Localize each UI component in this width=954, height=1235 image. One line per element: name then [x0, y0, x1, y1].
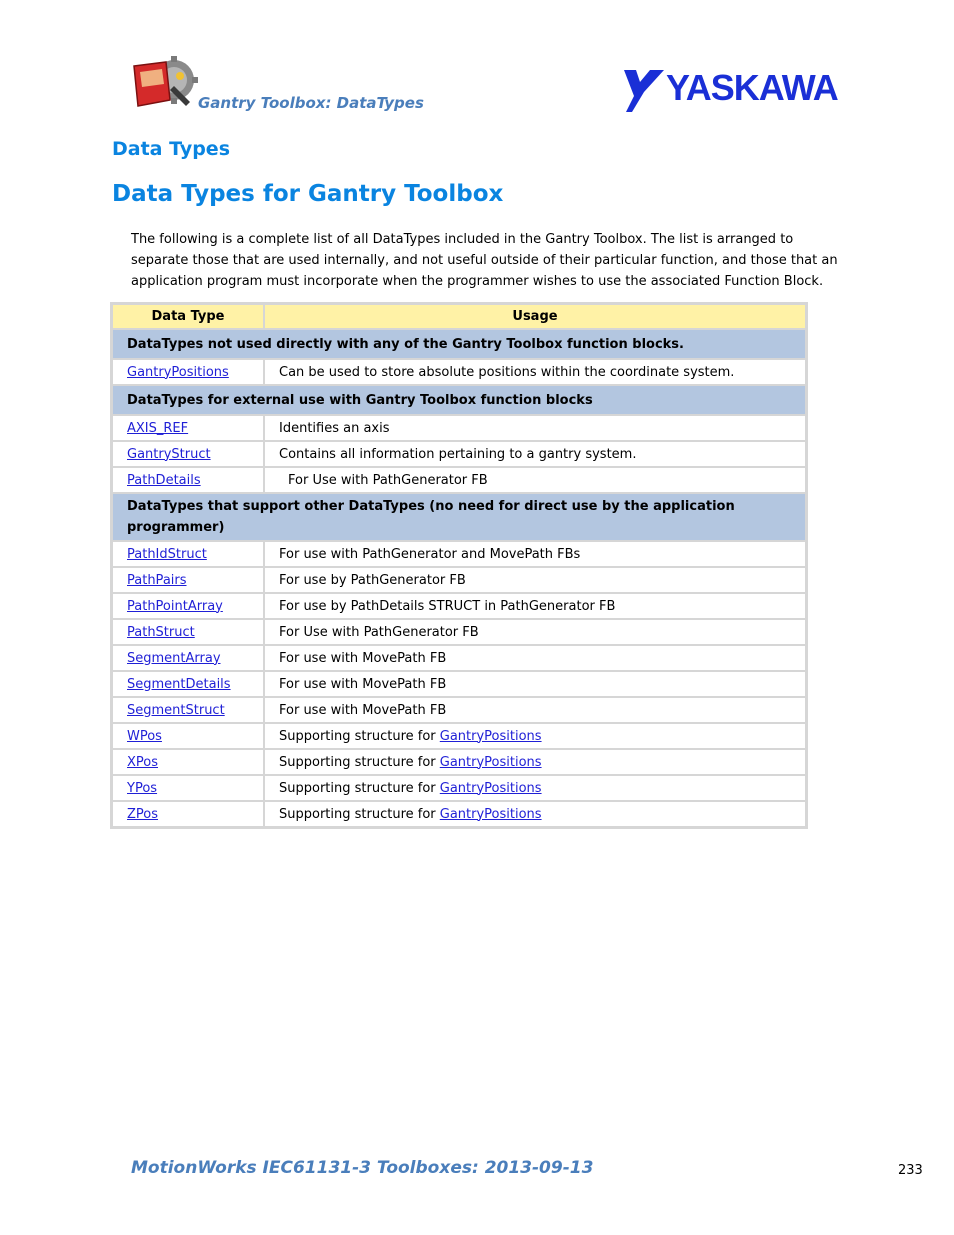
- usage-cell: For use by PathGenerator FB: [264, 567, 806, 593]
- usage-link[interactable]: GantryPositions: [439, 754, 542, 770]
- datatype-link[interactable]: AXIS_REF: [127, 420, 189, 436]
- table-row: [112, 801, 806, 827]
- table-header-row: [112, 304, 806, 329]
- datatype-link[interactable]: WPos: [127, 728, 162, 744]
- table-row: [112, 441, 806, 467]
- table-row: [112, 645, 806, 671]
- datatype-link[interactable]: GantryPositions: [127, 364, 229, 380]
- svg-text:YASKAWA: YASKAWA: [666, 67, 838, 108]
- intro-paragraph: The following is a complete list of all DataTypes included in the Gantry Toolbox. The list is arranged to separate those that are used internally, and not useful outside of their particular function, and those that an application program must incorporate when the programmer wishes to use the associated Function Block.: [131, 232, 838, 289]
- usage-cell: Contains all information pertaining to a gantry system.: [264, 441, 806, 467]
- usage-link[interactable]: GantryPositions: [439, 780, 542, 796]
- table-row: [112, 467, 806, 493]
- table-row: [112, 567, 806, 593]
- usage-cell: For use by PathDetails STRUCT in PathGenerator FB: [264, 593, 806, 619]
- usage-cell: Can be used to store absolute positions within the coordinate system.: [264, 359, 806, 385]
- footer-title: MotionWorks IEC61131-3 Toolboxes: 2013-09-13: [131, 1158, 594, 1178]
- group-label: DataTypes that support other DataTypes (no need for direct use by the application programmer): [112, 493, 806, 541]
- page-number: 233: [898, 1163, 923, 1178]
- datatype-link[interactable]: PathDetails: [127, 472, 201, 488]
- datatype-link[interactable]: SegmentArray: [127, 650, 221, 666]
- usage-text: Supporting structure for: [279, 754, 440, 770]
- datatype-link[interactable]: SegmentDetails: [127, 676, 231, 692]
- datatype-link[interactable]: PathStruct: [127, 624, 195, 640]
- group-label: DataTypes for external use with Gantry Toolbox function blocks: [112, 385, 806, 415]
- gantry-toolbox-badge-icon: [130, 56, 198, 110]
- usage-link[interactable]: GantryPositions: [439, 728, 542, 744]
- table-row: [112, 749, 806, 775]
- table-row: [112, 775, 806, 801]
- group-label: DataTypes not used directly with any of the Gantry Toolbox function blocks.: [112, 329, 806, 359]
- datatype-link[interactable]: XPos: [127, 754, 159, 770]
- usage-text: Supporting structure for: [279, 806, 440, 822]
- group-row: [112, 493, 806, 541]
- table-row: [112, 671, 806, 697]
- datatype-link[interactable]: PathPairs: [127, 572, 187, 588]
- table-row: [112, 619, 806, 645]
- usage-cell: For use with MovePath FB: [264, 671, 806, 697]
- table-row: [112, 541, 806, 567]
- datatype-link[interactable]: YPos: [127, 780, 158, 796]
- datatype-link[interactable]: ZPos: [127, 806, 159, 822]
- usage-cell: For Use with PathGenerator FB: [264, 619, 806, 645]
- usage-cell: Identifies an axis: [264, 415, 806, 441]
- column-header-data-type: Data Type: [112, 304, 264, 329]
- section-heading: Data Types: [112, 138, 230, 160]
- group-row: [112, 385, 806, 415]
- usage-cell: For Use with PathGenerator FB: [288, 472, 488, 488]
- usage-text: Supporting structure for: [279, 780, 440, 796]
- datatype-link[interactable]: PathPointArray: [127, 598, 223, 614]
- page-heading: Data Types for Gantry Toolbox: [112, 181, 504, 207]
- header-title: Gantry Toolbox: DataTypes: [198, 94, 424, 112]
- datatypes-table: [110, 302, 808, 829]
- usage-cell: For use with MovePath FB: [264, 645, 806, 671]
- usage-link[interactable]: GantryPositions: [439, 806, 542, 822]
- datatype-link[interactable]: SegmentStruct: [127, 702, 225, 718]
- group-row: [112, 329, 806, 359]
- yaskawa-logo: [622, 66, 844, 112]
- datatype-link[interactable]: PathIdStruct: [127, 546, 207, 562]
- table-row: [112, 723, 806, 749]
- usage-cell: For use with MovePath FB: [264, 697, 806, 723]
- column-header-usage: Usage: [264, 304, 806, 329]
- usage-text: Supporting structure for: [279, 728, 440, 744]
- usage-cell: For use with PathGenerator and MovePath FBs: [264, 541, 806, 567]
- datatype-link[interactable]: GantryStruct: [127, 446, 211, 462]
- table-row: [112, 359, 806, 385]
- table-row: [112, 593, 806, 619]
- table-row: [112, 697, 806, 723]
- table-row: [112, 415, 806, 441]
